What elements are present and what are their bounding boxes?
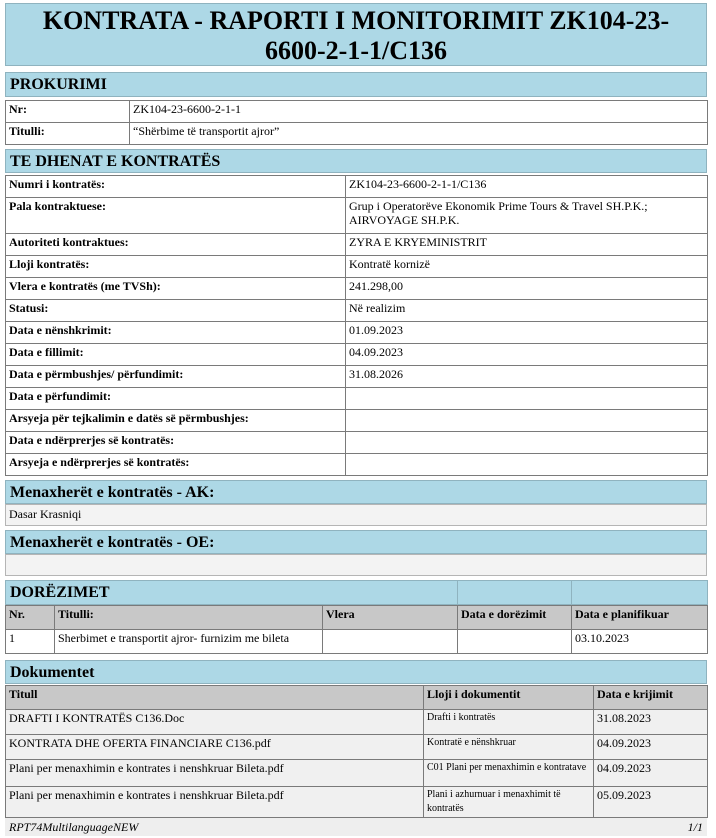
managers-oe-heading: Menaxherët e kontratës - OE: (5, 530, 707, 554)
table-row (6, 278, 708, 300)
column-header: Lloji i dokumentit (424, 686, 594, 710)
contract-field-label: Lloji kontratës: (6, 256, 346, 278)
report-title-line-2: 6600-2-1-1/C136 (265, 36, 447, 65)
delivery-value (323, 630, 458, 654)
contract-field-label: Pala kontraktuese: (6, 198, 346, 234)
procurement-nr-label: Nr: (6, 101, 130, 123)
table-row (6, 366, 708, 388)
procurement-nr-value: ZK104-23-6600-2-1-1 (130, 101, 708, 123)
contract-field-value: Kontratë kornizë (346, 256, 708, 278)
delivery-planned-date: 03.10.2023 (572, 630, 708, 654)
column-header: Data e krijimit (594, 686, 708, 710)
delivery-nr: 1 (6, 630, 55, 654)
procurement-table (5, 100, 708, 145)
table-row (6, 787, 708, 818)
document-date: 04.09.2023 (594, 760, 708, 787)
managers-oe-name (5, 554, 707, 576)
contract-field-value: 31.08.2026 (346, 366, 708, 388)
contract-field-value (346, 388, 708, 410)
delivery-date (458, 630, 572, 654)
document-link[interactable]: DRAFTI I KONTRATËS C136.Doc (6, 710, 424, 735)
contract-field-value: 241.298,00 (346, 278, 708, 300)
table-row (6, 101, 708, 123)
document-type: Kontratë e nënshkruar (424, 735, 594, 760)
managers-ak-name: Dasar Krasniqi (5, 504, 707, 526)
table-row (6, 176, 708, 198)
table-row (6, 432, 708, 454)
contract-field-label: Arsyeja e ndërprerjes së kontratës: (6, 454, 346, 476)
report-footer (5, 818, 707, 836)
table-row (6, 630, 708, 654)
column-header: Data e dorëzimit (458, 606, 572, 630)
contract-field-value: 04.09.2023 (346, 344, 708, 366)
table-row (6, 344, 708, 366)
deliveries-table (5, 605, 708, 654)
column-header: Nr. (6, 606, 55, 630)
table-row (6, 410, 708, 432)
report-code: RPT74MultilanguageNEW (9, 820, 139, 834)
table-row (6, 710, 708, 735)
deliveries-heading-blank (572, 581, 708, 605)
table-row (6, 760, 708, 787)
table-row (6, 123, 708, 145)
document-type: Plani i azhurnuar i menaxhimit të kontratës (424, 787, 594, 818)
table-row (6, 735, 708, 760)
delivery-title: Sherbimet e transportit ajror- furnizim me bileta (55, 630, 323, 654)
page-number: 1/1 (687, 820, 703, 834)
contract-field-value (346, 432, 708, 454)
contract-field-value (346, 410, 708, 432)
table-row (6, 322, 708, 344)
document-date: 31.08.2023 (594, 710, 708, 735)
procurement-title-value: “Shërbime të transportit ajror” (130, 123, 708, 145)
contract-field-value: Grup i Operatorëve Ekonomik Prime Tours & Travel SH.P.K.; AIRVOYAGE SH.P.K. (346, 198, 708, 234)
contract-field-label: Data e ndërprerjes së kontratës: (6, 432, 346, 454)
documents-table (5, 685, 708, 818)
contract-field-label: Numri i kontratës: (6, 176, 346, 198)
contract-field-value: Në realizim (346, 300, 708, 322)
contract-field-label: Data e nënshkrimit: (6, 322, 346, 344)
contract-field-label: Data e fillimit: (6, 344, 346, 366)
document-link[interactable]: Plani per menaxhimin e kontrates i nenshkruar Bileta.pdf (6, 760, 424, 787)
contract-field-label: Autoriteti kontraktues: (6, 234, 346, 256)
managers-ak-heading: Menaxherët e kontratës - AK: (5, 480, 707, 504)
contract-field-label: Data e përfundimit: (6, 388, 346, 410)
contract-field-value: 01.09.2023 (346, 322, 708, 344)
document-link[interactable]: KONTRATA DHE OFERTA FINANCIARE C136.pdf (6, 735, 424, 760)
documents-heading: Dokumentet (5, 660, 707, 684)
contract-field-label: Vlera e kontratës (me TVSh): (6, 278, 346, 300)
contract-field-value: ZYRA E KRYEMINISTRIT (346, 234, 708, 256)
contract-table (5, 175, 708, 476)
column-header: Titull (6, 686, 424, 710)
document-type: Drafti i kontratës (424, 710, 594, 735)
contract-field-label: Statusi: (6, 300, 346, 322)
column-header: Vlera (323, 606, 458, 630)
procurement-heading: PROKURIMI (5, 72, 707, 97)
table-row (6, 234, 708, 256)
table-row (6, 256, 708, 278)
document-link[interactable]: Plani per menaxhimin e kontrates i nenshkruar Bileta.pdf (6, 787, 424, 818)
table-row (6, 300, 708, 322)
column-header: Titulli: (55, 606, 323, 630)
report-title (5, 3, 707, 66)
document-date: 05.09.2023 (594, 787, 708, 818)
table-row (6, 606, 708, 630)
column-header: Data e planifikuar (572, 606, 708, 630)
table-row (6, 686, 708, 710)
deliveries-heading-blank (458, 581, 572, 605)
document-date: 04.09.2023 (594, 735, 708, 760)
contract-field-value (346, 454, 708, 476)
contract-heading: TE DHENAT E KONTRATËS (5, 149, 707, 173)
table-row (6, 198, 708, 234)
procurement-title-label: Titulli: (6, 123, 130, 145)
report-title-line-1: KONTRATA - RAPORTI I MONITORIMIT ZK104-23- (42, 6, 670, 35)
contract-field-label: Arsyeja për tejkalimin e datës së përmbushjes: (6, 410, 346, 432)
document-type: C01 Plani per menaxhimin e kontratave (424, 760, 594, 787)
contract-field-value: ZK104-23-6600-2-1-1/C136 (346, 176, 708, 198)
table-row (6, 454, 708, 476)
table-row (6, 388, 708, 410)
contract-field-label: Data e përmbushjes/ përfundimit: (6, 366, 346, 388)
deliveries-heading: DORËZIMET (6, 581, 458, 605)
deliveries-heading-bar (5, 580, 708, 605)
